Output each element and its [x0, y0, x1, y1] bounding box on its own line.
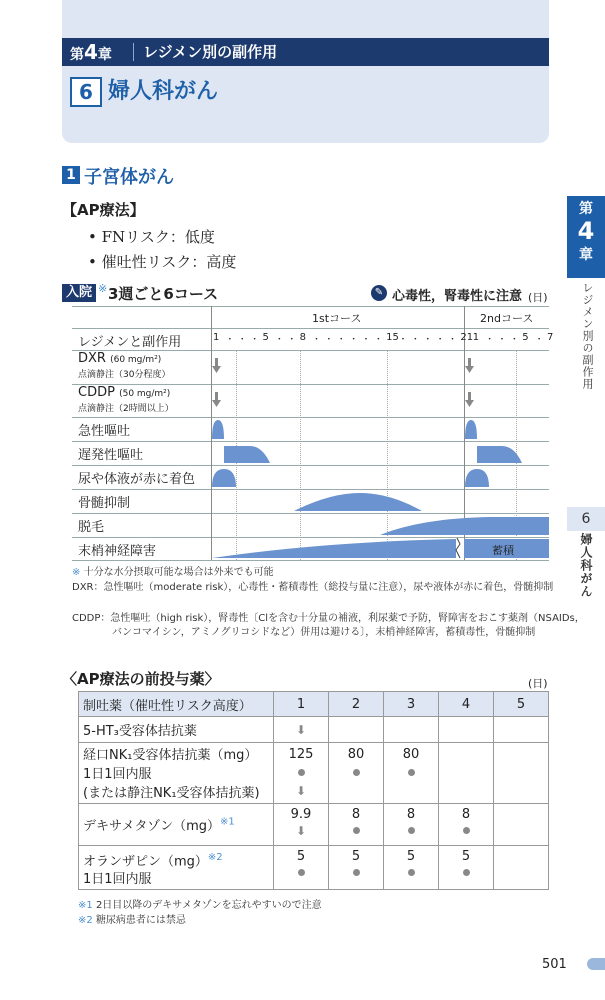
day-label: ・: [485, 335, 495, 345]
olz-day4: 5: [439, 846, 494, 890]
page-tab: [587, 958, 605, 970]
premed-col-day1: 1: [274, 692, 329, 717]
effect-red-urine: 尿や体液が赤に着色: [78, 472, 196, 487]
table-row: [79, 846, 549, 890]
table-row: [79, 804, 549, 846]
day-label: 5: [522, 332, 529, 343]
day-label: ・: [497, 335, 507, 345]
footnote-1: ※1 2日目以降のデキサメタゾンを忘れやすいので注意: [78, 900, 322, 911]
premed-col-name: 制吐薬（催吐性リスク高度）: [79, 692, 274, 717]
regimen-header-label: レジメンと副作用: [78, 335, 182, 350]
chapter-number: 第4章: [70, 40, 112, 64]
day-label: ・: [534, 335, 544, 345]
footnote-2: ※2 糖尿病患者には禁忌: [78, 915, 186, 926]
ap-heading: 【AP療法】: [62, 201, 145, 219]
side-chapter-label: レジメン別の副作用: [581, 282, 594, 390]
inpatient-badge: 入院: [62, 284, 96, 302]
day-label: ・: [423, 335, 433, 345]
note-outpatient: ※ 十分な水分摂取可能な場合は外来でも可能: [72, 567, 274, 578]
day-label: ・: [336, 335, 346, 345]
day-label: ・: [398, 335, 408, 345]
section-number: 6: [70, 77, 102, 107]
day-label: ・: [237, 335, 247, 345]
regimen-title: 3週ごと6コース: [108, 285, 219, 303]
day-label: ・: [225, 335, 235, 345]
note-cddp: CDDP：急性嘔吐（high risk），腎毒性〔Clを含む十分量の補液，利尿薬で予防，腎障害をおこす薬剤（NSAIDs，バンコマイシン，アミノグリコシドなど）併用は避ける〕，末梢神経障害，蓄積毒性，骨髄抑制: [72, 613, 585, 638]
neuropathy-band: [212, 539, 456, 558]
premed-col-day2: 2: [329, 692, 384, 717]
day-label: ・: [448, 335, 458, 345]
dxr-arrow: [212, 358, 221, 373]
break-mark: [456, 538, 460, 558]
chapter-bar: [62, 38, 549, 66]
premed-col-day4: 4: [439, 692, 494, 717]
dex-day2: 8: [329, 804, 384, 846]
premed-olanzapine: オランザピン（mg）$^{※2}$ 1日1回内服: [79, 846, 274, 890]
nk1-day2: 80: [329, 743, 384, 804]
day-label: ・: [410, 335, 420, 345]
olz-day1: 5: [274, 846, 329, 890]
day-label: ・: [250, 335, 260, 345]
day-label: ・: [361, 335, 371, 345]
premed-dex: デキサメタゾン（mg）$^{※1}$: [79, 804, 274, 846]
premed-col-day5: 5: [494, 692, 549, 717]
page-number: 501: [542, 957, 567, 972]
dxr-arrow-course2: [465, 358, 474, 373]
warning-text: 心毒性，腎毒性に注意: [392, 289, 523, 304]
day-label: ・: [349, 335, 359, 345]
bullet-emetic-risk: • 催吐性リスク：高度: [88, 253, 237, 271]
premed-nk1: 経口NK₁受容体拮抗薬（mg） 1日1回内服 (または静注NK₁受容体拮抗薬): [79, 743, 274, 804]
inpatient-mark: ※: [98, 282, 108, 295]
delayed-emesis-band-course2: [477, 446, 522, 463]
bullet-fn-risk: • FNリスク：低度: [88, 228, 215, 246]
side-chapter-tab[interactable]: 第 4 章: [567, 196, 605, 278]
side-effect-bands: [72, 306, 549, 560]
day-label: 1: [472, 332, 480, 343]
premed-5ht3: 5-HT₃受容体拮抗薬: [79, 717, 274, 743]
premed-unit: (日): [528, 677, 548, 690]
olz-day3: 5: [384, 846, 439, 890]
pen-icon: ✎: [371, 285, 387, 301]
cddp-arrow-course2: [465, 392, 474, 407]
cumulative-label: 蓄積: [492, 544, 514, 557]
day-label: 21: [460, 332, 474, 343]
down-arrow-icon: ⬇: [274, 717, 329, 743]
olz-day2: 5: [329, 846, 384, 890]
day-label: ・: [311, 335, 321, 345]
subsection-title: 子宮体がん: [84, 167, 174, 188]
dex-day3: 8: [384, 804, 439, 846]
table-row: [79, 743, 549, 804]
premed-col-day3: 3: [384, 692, 439, 717]
cddp-arrow: [212, 392, 221, 407]
day-unit: (日): [528, 291, 548, 304]
delayed-emesis-band: [224, 446, 270, 463]
dex-day4: 8: [439, 804, 494, 846]
red-urine-band-course2: [465, 469, 489, 487]
day-label: 5: [262, 332, 269, 343]
day-label: 8: [299, 332, 306, 343]
day-label: ・: [373, 335, 383, 345]
section-title: 婦人科がん: [108, 79, 219, 104]
effect-alopecia: 脱毛: [78, 520, 105, 535]
effect-delayed-emesis: 遅発性嘔吐: [78, 448, 144, 463]
chapter-title: レジメン別の副作用: [143, 43, 278, 61]
day-label: ・: [287, 335, 297, 345]
table-row: [79, 717, 549, 743]
day-label: ・: [509, 335, 519, 345]
day-label: ・: [435, 335, 445, 345]
chapter-separator: [133, 43, 134, 61]
acute-emesis-band-course2: [465, 420, 477, 439]
day-label: 7: [547, 332, 554, 343]
note-dxr: DXR：急性嘔吐（moderate risk），心毒性・蓄積毒性（総投与量に注意），尿や液体が赤に着色，骨髄抑制: [72, 582, 554, 593]
acute-emesis-band: [212, 420, 224, 439]
red-urine-band: [212, 469, 236, 487]
nk1-day3: 80: [384, 743, 439, 804]
effect-neuropathy: 末梢神経障害: [78, 544, 157, 559]
myelosuppression-band: [294, 493, 422, 511]
day-label: ・: [274, 335, 284, 345]
premed-header-row: [79, 692, 549, 717]
side-section-number[interactable]: 6: [567, 507, 605, 531]
effect-acute-emesis: 急性嘔吐: [78, 424, 131, 439]
side-section-label: 婦人科がん: [579, 533, 593, 598]
nk1-day1: 125 ⬇: [274, 743, 329, 804]
day-label: 15: [386, 332, 399, 343]
premed-table: [78, 691, 549, 890]
course2-label: 2ndコース: [480, 312, 534, 325]
premed-heading: 〈AP療法の前投与薬〉: [62, 670, 220, 688]
dex-day1: 9.9 ⬇: [274, 804, 329, 846]
course1-label: 1stコース: [312, 312, 362, 325]
drug-dxr: DXR (60 mg/m²) 点滴静注（30分程度）: [78, 351, 171, 380]
day-label: 1: [213, 332, 220, 343]
regimen-table: [72, 306, 554, 560]
alopecia-band: [380, 517, 549, 535]
day-label: ・: [324, 335, 334, 345]
chapter-header-panel: [62, 0, 549, 143]
subsection-number: 1: [62, 166, 80, 184]
table-border-bottom: [72, 560, 549, 561]
drug-cddp: CDDP (50 mg/m²) 点滴静注（2時間以上）: [78, 385, 174, 414]
effect-myelosuppression: 骨髄抑制: [78, 496, 131, 511]
